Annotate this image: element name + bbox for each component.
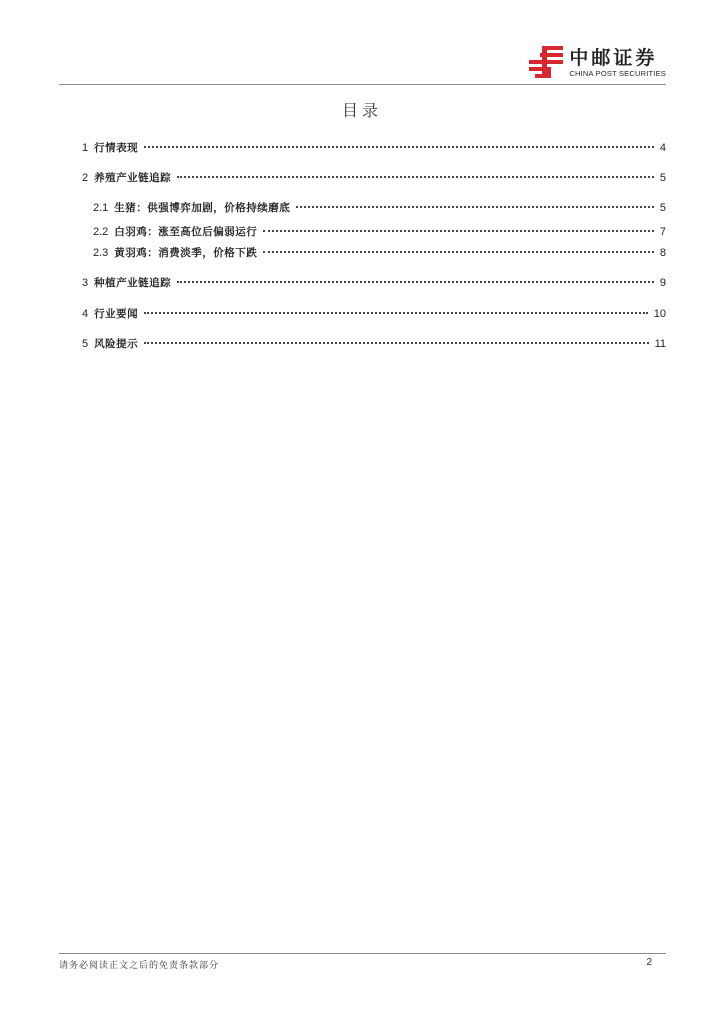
toc-entry-1[interactable] — [82, 140, 666, 156]
toc-entry-label: 生猪：供强博弈加剧，价格持续磨底 — [114, 202, 291, 214]
toc-entry-label: 白羽鸡：涨至高位后偏弱运行 — [114, 226, 258, 238]
toc-entry-page: 7 — [659, 226, 666, 238]
toc-entry-4[interactable] — [82, 306, 666, 322]
toc-leader-dots — [144, 312, 648, 314]
toc-entry-number: 2 — [82, 172, 89, 184]
china-post-logo-icon — [527, 44, 565, 82]
page-number: 2 — [646, 957, 652, 968]
toc-entry-number: 2.3 — [93, 247, 109, 259]
toc-entry-page: 4 — [659, 142, 666, 154]
company-logo — [527, 44, 666, 82]
toc-leader-dots — [263, 230, 654, 232]
toc-entry-2-3[interactable] — [93, 245, 666, 261]
toc-leader-dots — [296, 206, 654, 208]
toc-entry-page: 5 — [659, 172, 666, 184]
toc-entry-label: 行业要闻 — [94, 308, 139, 320]
toc-entry-page: 10 — [653, 308, 666, 320]
toc-entry-2-1[interactable] — [93, 200, 666, 216]
toc-leader-dots — [177, 176, 654, 178]
toc-title: 目录 — [341, 101, 382, 120]
toc-entry-number: 5 — [82, 338, 89, 350]
disclaimer-note: 请务必阅读正文之后的免责条款部分 — [59, 961, 220, 971]
toc-entry-2-2[interactable] — [93, 224, 666, 240]
toc-entry-number: 1 — [82, 142, 89, 154]
toc-entry-2[interactable] — [82, 170, 666, 186]
logo-chinese-name: 中邮证券 — [569, 47, 658, 69]
toc-entry-label: 风险提示 — [94, 338, 139, 350]
toc-entry-page: 5 — [659, 202, 666, 214]
toc-entry-5[interactable] — [82, 336, 666, 352]
toc-entry-page: 11 — [654, 338, 666, 350]
toc-leader-dots — [144, 342, 648, 344]
toc-entry-number: 3 — [82, 277, 89, 289]
logo-english-name: CHINA POST SECURITIES — [569, 69, 666, 78]
toc-leader-dots — [144, 146, 654, 148]
toc-entry-number: 2.2 — [93, 226, 109, 238]
toc-entry-label: 黄羽鸡：消费淡季，价格下跌 — [114, 247, 258, 259]
toc-entry-page: 9 — [659, 277, 666, 289]
page-header — [59, 40, 666, 85]
toc-entry-label: 种植产业链追踪 — [94, 277, 172, 289]
toc-entry-number: 2.1 — [93, 202, 109, 214]
toc-entry-number: 4 — [82, 308, 89, 320]
toc-entry-3[interactable] — [82, 275, 666, 291]
toc-leader-dots — [263, 251, 654, 253]
page-footer — [59, 953, 666, 974]
toc-entry-page: 8 — [659, 247, 666, 259]
toc-leader-dots — [177, 281, 654, 283]
toc-entry-label: 行情表现 — [94, 142, 139, 154]
toc-entry-label: 养殖产业链追踪 — [94, 172, 172, 184]
